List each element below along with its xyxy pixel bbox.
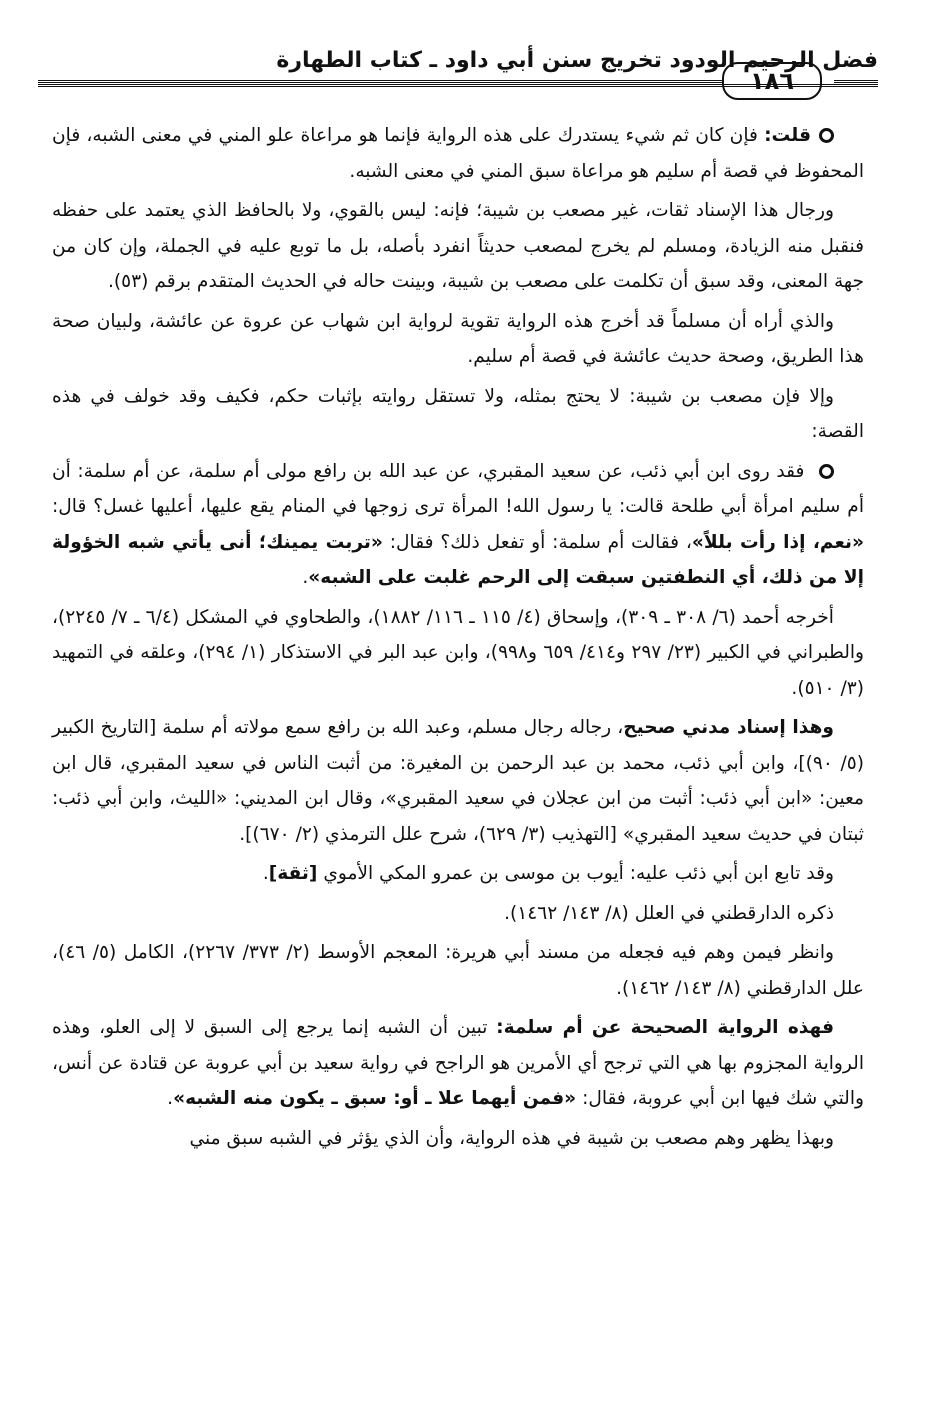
isnad-verdict: وهذا إسناد مدني صحيح <box>623 717 834 738</box>
page-number-rule-left <box>38 80 723 83</box>
paragraph-text: . <box>262 863 269 884</box>
paragraph: ذكره الدارقطني في العلل (٨/ ١٤٣/ ١٤٦٢). <box>504 902 834 924</box>
hadith-quote: «تربت يمينك؛ أنى يأتي شبه الخؤولة إلا من ذلك، أي النطفتين سبقت إلى الرحم غلبت على الشبه» <box>52 531 864 588</box>
paragraph-hadith <box>52 454 864 596</box>
paragraph-isnad <box>52 710 864 852</box>
quote: «فمن أيهما علا ـ أو: سبق ـ يكون منه الشبه» <box>173 1088 577 1109</box>
page-number: ١٨٦ <box>722 62 822 100</box>
paragraph-text: تبين أن الشبه إنما يرجع إلى السبق لا إلى العلو، وهذه الرواية المجزوم بها هي التي ترجح أي الأمرين هو الراجح في رواية سعيد بن أبي عروبة عن قتادة عن أنس، والتي شك فيها ابن أبي عروبة، فقال: <box>52 1017 864 1109</box>
paragraph-conclusion <box>52 1010 864 1117</box>
page-body <box>52 118 864 1160</box>
hadith-text: ، فقالت أم سلمة: أو تفعل ذلك؟ فقال: <box>382 531 692 553</box>
hadith-text: . <box>302 567 309 588</box>
paragraph-text: فإن كان ثم شيء يستدرك على هذه الرواية فإنما هو مراعاة علو المني في معنى الشبه، فإن المحفوظ في قصة أم سليم هو مراعاة سبق المني في معنى الشبه. <box>52 125 864 182</box>
page-header-title: فضل الرحيم الودود تخريج سنن أبي داود ـ كتاب الطهارة <box>276 48 878 73</box>
paragraph: وانظر فيمن وهم فيه فجعله من مسند أبي هريرة: المعجم الأوسط (٢/ ٣٧٣/ ٢٢٦٧)، الكامل (٥/ ٤٦)، علل الدارقطني (٨/ ١٤٣/ ١٤٦٢). <box>52 942 864 999</box>
ring-bullet-icon <box>819 464 834 479</box>
paragraph: والذي أراه أن مسلماً قد أخرج هذه الرواية تقوية لرواية ابن شهاب عن عروة عن عائشة، ولبيان صحة هذا الطريق، وصحة حديث عائشة في قصة أم سليم. <box>52 310 864 367</box>
paragraph-text: ، رجاله رجال مسلم، وعبد الله بن رافع سمع مولاته أم سلمة [التاريخ الكبير (٥/ ٩٠)]، وابن أبي ذئب، محمد بن عبد الرحمن بن المغيرة: من أثبت الناس في سعيد المقبري، قال ابن معين: «ابن أبي ذئب: أثبت من ابن عجلان في سعيد المقبري»، وقال ابن المديني: «الليث، وابن أبي ذئب: ثبتان في حديث سعيد المقبري» [التهذيب (٣/ ٦٢٩)، شرح علل الترمذي (٢/ ٦٧٠)]. <box>52 717 864 845</box>
hadith-quote: «نعم، إذا رأت بللاً» <box>691 531 864 553</box>
page-number-rule-right <box>834 80 878 83</box>
paragraph-takhrij: أخرجه أحمد (٦/ ٣٠٨ ـ ٣٠٩)، وإسحاق (٤/ ١١٥ ـ ١١٦/ ١٨٨٢)، والطحاوي في المشكل (٦/٤ ـ ٧/ ٢٢٤٥)، والطبراني في الكبير (٢٣/ ٢٩٧ و٤١٤/ ٦٥٩ و٩٩٨)، وابن عبد البر في الاستذكار (١/ ٢٩٤)، وعلقه في التمهيد (٣/ ٥١٠). <box>52 606 865 699</box>
page-number-row <box>38 62 878 102</box>
paragraph-qultu <box>52 118 864 189</box>
paragraph-text: وقد تابع ابن أبي ذئب عليه: أيوب بن موسى بن عمرو المكي الأموي <box>317 863 834 884</box>
paragraph-mutaba <box>52 856 864 892</box>
paragraph: وإلا فإن مصعب بن شيبة: لا يحتج بمثله، ولا تستقل روايته بإثبات حكم، فكيف وقد خولف في هذه القصة: <box>52 385 864 442</box>
hadith-text: فقد روى ابن أبي ذئب، عن سعيد المقبري، عن عبد الله بن رافع مولى أم سلمة، عن أم سلمة: أن أم سليم امرأة أبي طلحة قالت: يا رسول الله! المرأة ترى زوجها في المنام يقع عليها، أعليها غسل؟ قال: <box>52 460 864 517</box>
paragraph-text: . <box>167 1088 174 1109</box>
paragraph: ورجال هذا الإسناد ثقات، غير مصعب بن شيبة؛ فإنه: ليس بالقوي، ولا بالحافظ الذي يعتمد على حفظه فنقبل منه الزيادة، ومسلم لم يخرج لمصعب حديثاً انفرد بأصله، بل ما توبع عليه في الجملة، وإن كان من جهة المعنى، وقد سبق أن تكلمت على مصعب بن شيبة، وبينت حاله في الحديث المتقدم برقم (٥٣). <box>52 200 864 292</box>
grade-label: [ثقة] <box>268 863 318 884</box>
qultu-label: قلت: <box>764 125 811 146</box>
conclusion-label: فهذه الرواية الصحيحة عن أم سلمة: <box>496 1017 834 1038</box>
paragraph: وبهذا يظهر وهم مصعب بن شيبة في هذه الرواية، وأن الذي يؤثر في الشبه سبق مني <box>189 1127 834 1149</box>
ring-bullet-icon <box>819 128 834 143</box>
